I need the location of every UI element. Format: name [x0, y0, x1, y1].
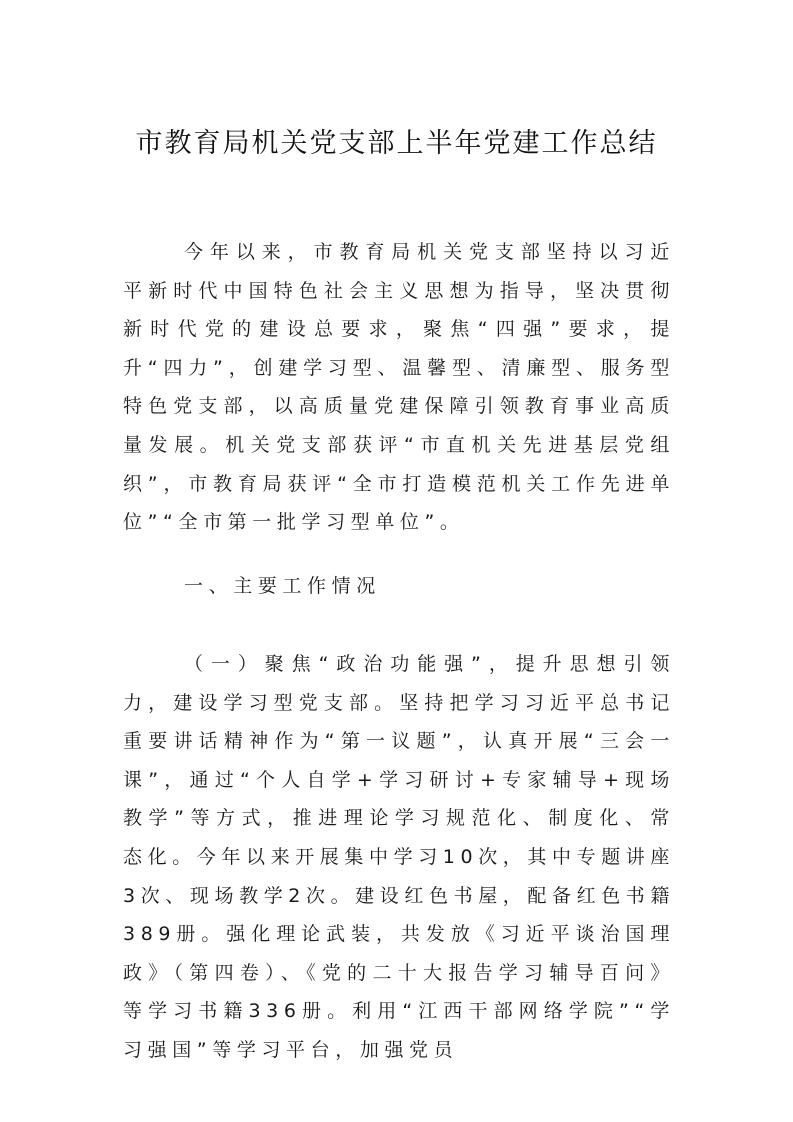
subsection-paragraph: （一）聚焦“政治功能强”，提升思想引领力，建设学习型党支部。坚持把学习习近平总书记重要讲话精神作为“第一议题”，认真开展“三会一课”，通过“个人自学+学习研讨+专家辅导+现场教学”等方式，推进理论学习规范化、制度化、常态化。今年以来开展集中学习10次，其中专题讲座3次、现场教学2次。建设红色书屋，配备红色书籍389册。强化理论武装，共发放《习近平谈治国理政》（第四卷）、《党的二十大报告学习辅导百问》等学习书籍336册。利用“江西干部网络学院”“学习强国”等学习平台，加强党员 [123, 653, 675, 1061]
section-heading: 一、主要工作情况 [184, 575, 381, 597]
intro-paragraph: 今年以来，市教育局机关党支部坚持以习近平新时代中国特色社会主义思想为指导，坚决贯彻新时代党的建设总要求，聚焦“四强”要求，提升“四力”，创建学习型、温馨型、清廉型、服务型特色党支部，以高质量党建保障引领教育事业高质量发展。机关党支部获评“市直机关先进基层党组织”，市教育局获评“全市打造模范机关工作先进单位”“全市第一批学习型单位”。 [123, 241, 675, 534]
document-title: 市教育局机关党支部上半年党建工作总结 [135, 128, 658, 159]
